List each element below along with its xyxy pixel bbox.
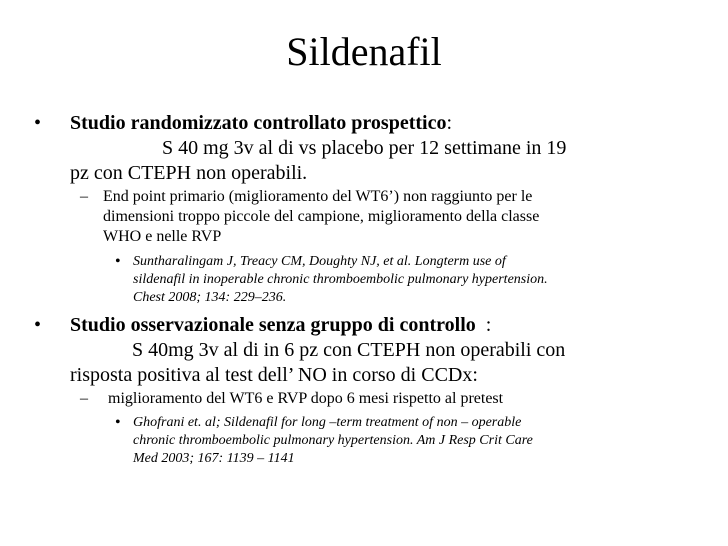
- sub-line: miglioramento del WT6 e RVP dopo 6 mesi rispetto al pretest: [108, 390, 504, 407]
- sub-dash: –: [80, 188, 88, 205]
- section-line: S 40mg 3v al di in 6 pz con CTEPH non operabili con: [132, 339, 566, 361]
- sub-line: End point primario (miglioramento del WT6’) non raggiunto per le: [103, 188, 533, 205]
- sub-dash: –: [80, 390, 88, 407]
- section-line: risposta positiva al test dell’ NO in corso di CCDx:: [70, 364, 478, 386]
- slide-title: Sildenafil: [286, 29, 442, 74]
- section-heading-suffix: :: [446, 112, 453, 134]
- sub-line: WHO e nelle RVP: [103, 228, 222, 245]
- section-bullet: •: [34, 314, 42, 336]
- section-heading-suffix: :: [475, 314, 492, 336]
- section-body: [70, 111, 566, 186]
- reference: [133, 253, 548, 307]
- section-line: S 40 mg 3v al di vs placebo per 12 settimane in 19: [162, 137, 567, 159]
- reference: [133, 414, 533, 468]
- ref-line: chronic thromboembolic pulmonary hypertension. Am J Resp Crit Care: [133, 433, 533, 448]
- ref-line: Med 2003; 167: 1139 – 1141: [133, 451, 295, 466]
- ref-line: Ghofrani et. al; Sildenafil for long –term treatment of non – operable: [133, 415, 522, 430]
- section-heading: Studio randomizzato controllato prospettico: [70, 112, 447, 134]
- section-heading: Studio osservazionale senza gruppo di controllo: [70, 314, 476, 336]
- section-body: [70, 313, 565, 388]
- ref-line: Suntharalingam J, Treacy CM, Doughty NJ, et al. Longterm use of: [133, 254, 506, 269]
- sub-line: dimensioni troppo piccole del campione, miglioramento della classe: [103, 208, 540, 225]
- ref-line: sildenafil in inoperable chronic thromboembolic pulmonary hypertension.: [133, 272, 548, 287]
- ref-bullet: •: [115, 253, 121, 270]
- section-bullet: •: [34, 112, 42, 134]
- ref-bullet: •: [115, 414, 121, 431]
- sub-point: [103, 187, 539, 247]
- section-line: pz con CTEPH non operabili.: [70, 162, 308, 184]
- ref-line: Chest 2008; 134: 229–236.: [133, 290, 287, 305]
- sub-point: [108, 389, 503, 409]
